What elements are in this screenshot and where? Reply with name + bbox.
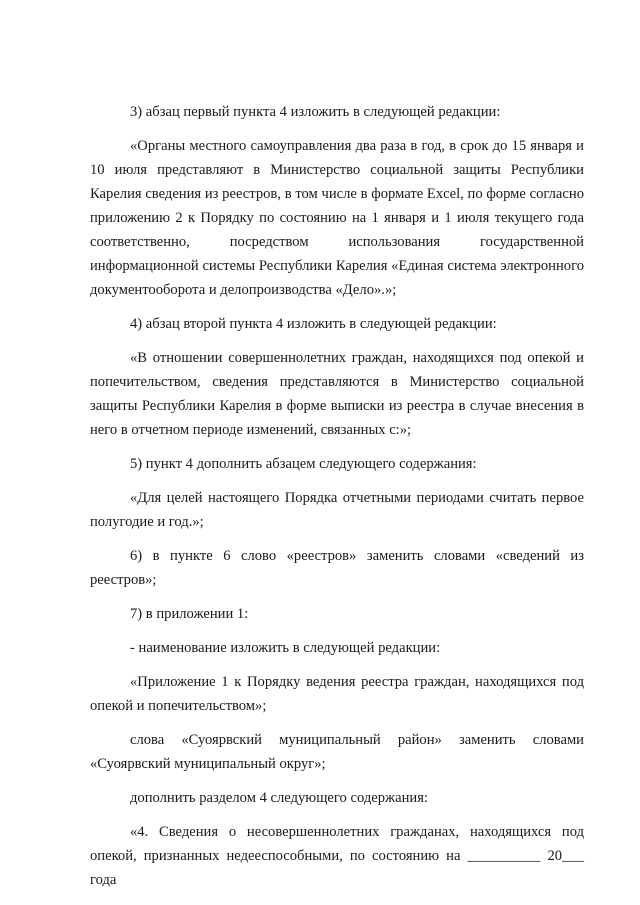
paragraph-title-change: - наименование изложить в следующей редакции: xyxy=(130,640,441,656)
paragraph-item-5: 5) пункт 4 дополнить абзацем следующего содержания: xyxy=(130,456,477,472)
paragraph-item-6: 6) в пункте 6 слово «реестров» заменить словами «сведений из реестров»; xyxy=(90,548,584,588)
paragraph-item-3: 3) абзац первый пункта 4 изложить в следующей редакции: xyxy=(130,104,501,120)
paragraph-quote-adults: «В отношении совершеннолетних граждан, находящихся под опекой и попечительством, сведения представляются в Министерство социальной защиты Республики Карелия в форме выписки из реестра в случае внесения в него в отчетном периоде изменений, связанных с:»; xyxy=(90,350,584,438)
paragraph-quote-organs: «Органы местного самоуправления два раза в год, в срок до 15 января и 10 июля представляют в Министерство социальной защиты Республики Карелия сведения из реестров, в том числе в формате Excel, по форме согласно приложению 2 к Порядку по состоянию на 1 января и 1 июля текущего года соответственно, посредством использования государственной информационной системы Республики Карелия «Единая система электронного документооборота и делопроизводства «Дело».»; xyxy=(90,138,584,298)
paragraph-add-section: дополнить разделом 4 следующего содержания: xyxy=(130,790,428,806)
paragraph-quote-section-4: «4. Сведения о несовершеннолетних гражданах, находящихся под опекой, признанных недееспособными, по состоянию на __________ 20___ года xyxy=(90,824,584,888)
paragraph-item-4: 4) абзац второй пункта 4 изложить в следующей редакции: xyxy=(130,316,497,332)
paragraph-quote-appendix: «Приложение 1 к Порядку ведения реестра граждан, находящихся под опекой и попечительством»; xyxy=(90,674,584,714)
paragraph-quote-periods: «Для целей настоящего Порядка отчетными периодами считать первое полугодие и год.»; xyxy=(90,490,584,530)
paragraph-words-replace: слова «Суоярвский муниципальный район» заменить словами «Суоярвский муниципальный округ»; xyxy=(90,732,584,772)
paragraph-item-7: 7) в приложении 1: xyxy=(130,606,249,622)
